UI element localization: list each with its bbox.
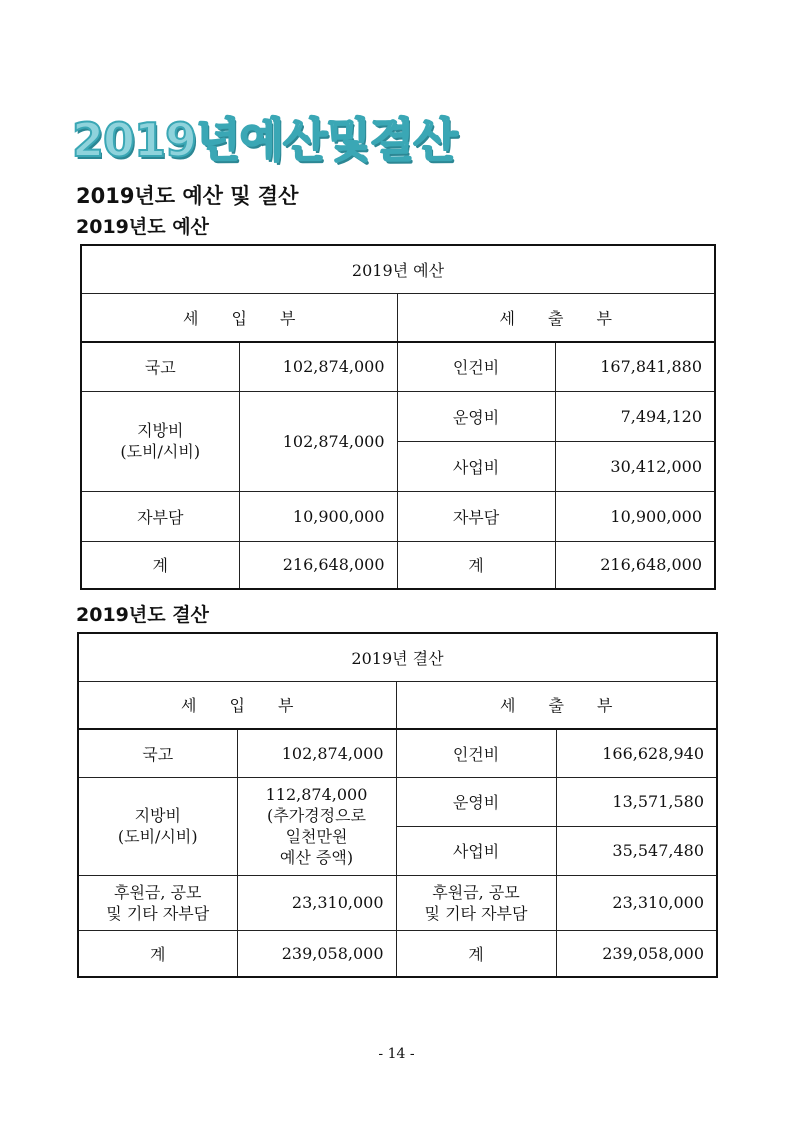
table-title-row: [78, 633, 717, 681]
budget-heading: 2019년도 예산: [76, 216, 209, 238]
income-label: 자부담: [81, 491, 239, 541]
income-amount: 10,900,000: [239, 491, 397, 541]
income-label: 지방비 (도비/시비): [78, 777, 237, 875]
expense-label: 사업비: [397, 441, 555, 491]
settlement-heading: 2019년도 결산: [76, 604, 209, 626]
section-heading: 2019년도 예산 및 결산: [76, 184, 299, 208]
expense-amount: 7,494,120: [555, 391, 715, 441]
income-amount: 102,874,000: [239, 342, 397, 391]
page-title: 2019년예산및결산: [72, 113, 457, 167]
settlement-table: [77, 632, 718, 978]
expense-label: 운영비: [397, 391, 555, 441]
table-row: [81, 391, 715, 441]
expense-total-amount: 216,648,000: [555, 541, 715, 589]
expense-amount: 35,547,480: [556, 826, 717, 875]
expense-header: 세 출 부: [396, 681, 717, 729]
table-header-row: [78, 681, 717, 729]
table-header-row: [81, 293, 715, 342]
income-header: 세 입 부: [81, 293, 397, 342]
expense-amount: 13,571,580: [556, 777, 717, 826]
table-row: [81, 342, 715, 391]
table-row: [78, 729, 717, 777]
table-title: 2019년 결산: [78, 633, 717, 681]
expense-label: 후원금, 공모 및 기타 자부담: [396, 875, 556, 930]
expense-label: 운영비: [396, 777, 556, 826]
expense-amount: 166,628,940: [556, 729, 717, 777]
income-amount: 102,874,000: [239, 391, 397, 491]
income-total-amount: 216,648,000: [239, 541, 397, 589]
page-number: - 14 -: [378, 1046, 415, 1062]
income-header: 세 입 부: [78, 681, 396, 729]
income-label: 국고: [78, 729, 237, 777]
income-amount: 23,310,000: [237, 875, 396, 930]
income-total-label: 계: [78, 930, 237, 977]
total-row: [78, 930, 717, 977]
income-amount: 112,874,000 (추가경정으로 일천만원 예산 증액): [237, 777, 396, 875]
table-title: 2019년 예산: [81, 245, 715, 293]
expense-label: 사업비: [396, 826, 556, 875]
expense-amount: 10,900,000: [555, 491, 715, 541]
expense-total-label: 계: [397, 541, 555, 589]
expense-label: 인건비: [397, 342, 555, 391]
table-row: [78, 875, 717, 930]
table-row: [81, 491, 715, 541]
income-label: 지방비 (도비/시비): [81, 391, 239, 491]
table-title-row: [81, 245, 715, 293]
expense-total-label: 계: [396, 930, 556, 977]
income-amount: 102,874,000: [237, 729, 396, 777]
income-total-label: 계: [81, 541, 239, 589]
expense-label: 인건비: [396, 729, 556, 777]
expense-header: 세 출 부: [397, 293, 715, 342]
income-label: 국고: [81, 342, 239, 391]
income-total-amount: 239,058,000: [237, 930, 396, 977]
total-row: [81, 541, 715, 589]
expense-amount: 30,412,000: [555, 441, 715, 491]
expense-label: 자부담: [397, 491, 555, 541]
expense-amount: 23,310,000: [556, 875, 717, 930]
expense-amount: 167,841,880: [555, 342, 715, 391]
expense-total-amount: 239,058,000: [556, 930, 717, 977]
income-label: 후원금, 공모 및 기타 자부담: [78, 875, 237, 930]
table-row: [78, 777, 717, 826]
budget-table: [80, 244, 716, 590]
